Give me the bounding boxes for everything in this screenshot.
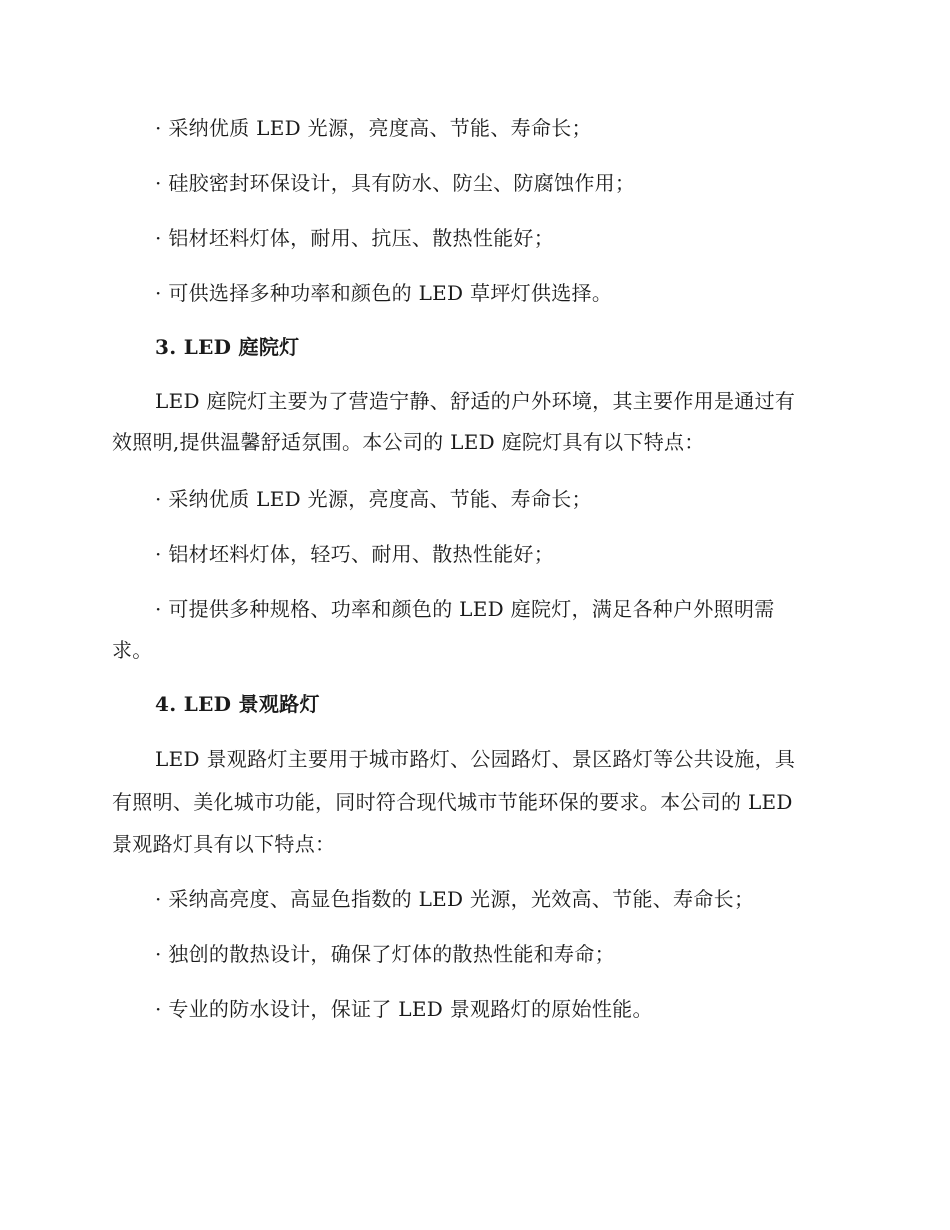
section-heading: 4. LED 景观路灯: [155, 692, 320, 716]
paragraph-line: 有照明、美化城市功能，同时符合现代城市节能环保的要求。本公司的 LED: [112, 790, 793, 814]
bullet-item: · 可供选择多种功率和颜色的 LED 草坪灯供选择。: [155, 281, 613, 305]
bullet-item: · 铝材坯料灯体，耐用、抗压、散热性能好；: [155, 226, 555, 250]
bullet-item: · 硅胶密封环保设计，具有防水、防尘、防腐蚀作用；: [155, 171, 636, 195]
paragraph-line: 景观路灯具有以下特点：: [112, 832, 336, 856]
paragraph-line: 效照明,提供温馨舒适氛围。本公司的 LED 庭院灯具有以下特点：: [112, 430, 705, 454]
bullet-item: · 可提供多种规格、功率和颜色的 LED 庭院灯，满足各种户外照明需: [155, 597, 775, 621]
bullet-item: · 采纳高亮度、高显色指数的 LED 光源，光效高、节能、寿命长；: [155, 887, 755, 911]
bullet-item: · 采纳优质 LED 光源，亮度高、节能、寿命长；: [155, 487, 592, 511]
section-heading: 3. LED 庭院灯: [155, 335, 300, 359]
bullet-item: · 专业的防水设计，保证了 LED 景观路灯的原始性能。: [155, 997, 653, 1021]
bullet-item: · 独创的散热设计，确保了灯体的散热性能和寿命；: [155, 942, 615, 966]
paragraph-line: LED 庭院灯主要为了营造宁静、舒适的户外环境，其主要作用是通过有: [155, 389, 796, 413]
bullet-item: · 采纳优质 LED 光源，亮度高、节能、寿命长；: [155, 116, 592, 140]
bullet-continuation: 求。: [112, 638, 153, 662]
bullet-item: · 铝材坯料灯体，轻巧、耐用、散热性能好；: [155, 542, 555, 566]
paragraph-line: LED 景观路灯主要用于城市路灯、公园路灯、景区路灯等公共设施，具: [155, 747, 796, 771]
